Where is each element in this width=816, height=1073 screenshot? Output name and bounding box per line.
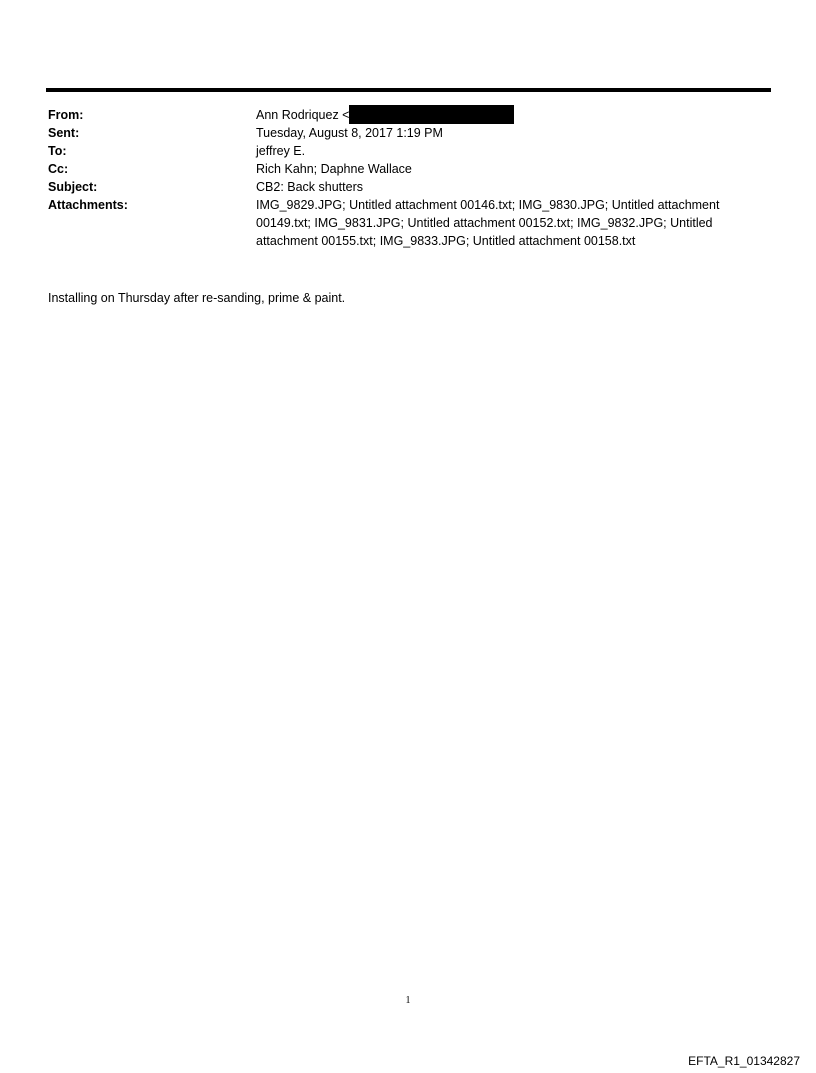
cc-value: Rich Kahn; Daphne Wallace (256, 162, 412, 176)
cc-row (48, 160, 772, 178)
to-label: To: (48, 144, 67, 158)
subject-value: CB2: Back shutters (256, 180, 363, 194)
cc-label: Cc: (48, 162, 69, 176)
email-body: Installing on Thursday after re-sanding, prime & paint. (48, 291, 346, 305)
to-value: jeffrey E. (256, 144, 306, 158)
document-id: EFTA_R1_01342827 (688, 1054, 800, 1068)
attachments-row (48, 196, 772, 250)
attachments-value: IMG_9829.JPG; Untitled attachment 00146.txt; IMG_9830.JPG; Untitled attachment 00149.txt; IMG_9831.JPG; Untitled attachment 00152.txt; IMG_9832.JPG; Untitled attachment 00155.txt; IMG_9833.JPG; Untitled attachment 00158.txt (256, 198, 720, 248)
attachments-label: Attachments: (48, 198, 128, 212)
sender-name: Ann Rodriquez < (256, 108, 350, 122)
from-row (48, 106, 772, 124)
header-divider (46, 88, 771, 92)
from-label: From: (48, 108, 84, 122)
page-number: 1 (405, 995, 411, 1006)
sent-row (48, 124, 772, 142)
sent-value: Tuesday, August 8, 2017 1:19 PM (256, 126, 443, 140)
subject-row (48, 178, 772, 196)
sent-label: Sent: (48, 126, 80, 140)
subject-label: Subject: (48, 180, 98, 194)
to-row (48, 142, 772, 160)
email-header (48, 106, 772, 250)
from-value (256, 106, 772, 124)
redaction-block (349, 105, 514, 124)
